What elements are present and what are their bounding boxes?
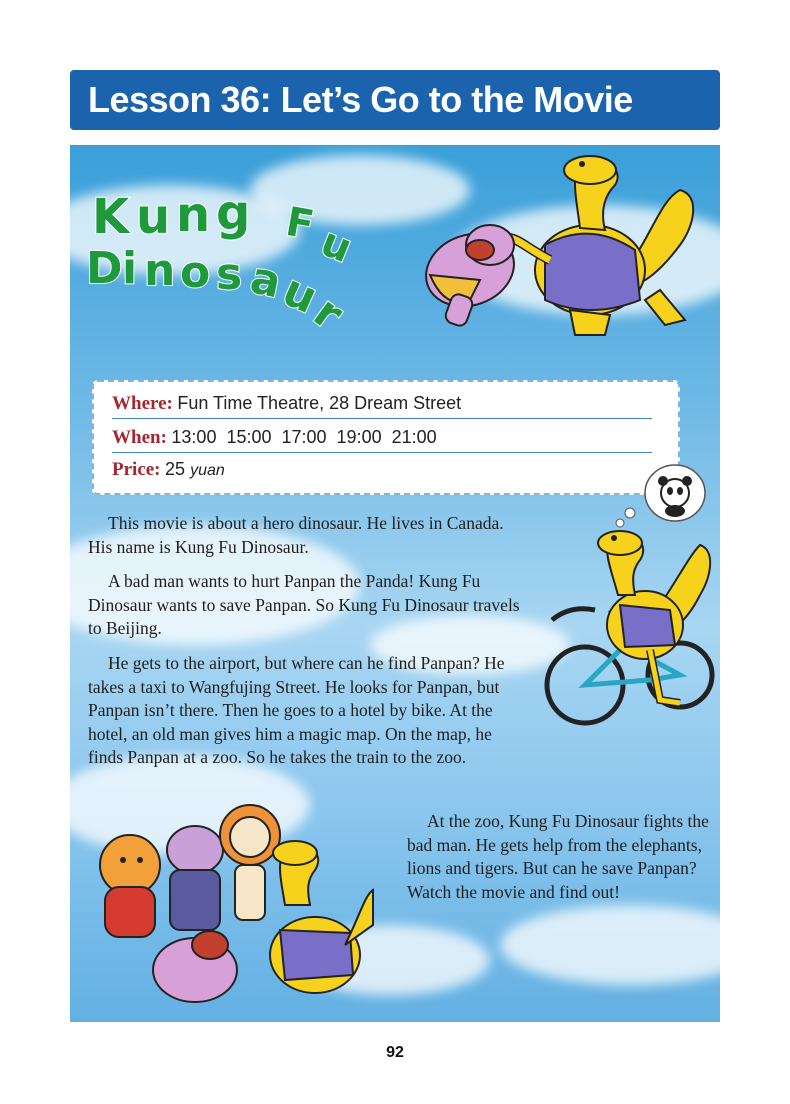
page-number: 92 (386, 1044, 404, 1061)
info-row-where (112, 388, 652, 419)
when-label: When: (112, 427, 167, 448)
dinosaur-on-bike-illustration (540, 525, 720, 740)
logo-letter: o (180, 247, 211, 298)
story-paragraph-1: This movie is about a hero dinosaur. He lives in Canada. His name is Kung Fu Dinosaur. (88, 513, 504, 557)
info-row-when (112, 422, 652, 453)
animals-fight-illustration (85, 795, 375, 1015)
logo-letter: u (314, 219, 359, 273)
price-label: Price: (112, 459, 161, 480)
logo-letter: r (304, 286, 352, 341)
info-row-price (112, 454, 652, 484)
logo-letter: n (176, 187, 211, 243)
movie-info-box (92, 380, 680, 495)
logo-letter: F (282, 198, 318, 249)
logo-letter: u (136, 189, 171, 245)
when-value: 13:00 15:00 17:00 19:00 21:00 (171, 427, 437, 447)
dinosaur-fighting-elephant-illustration (410, 150, 710, 345)
story-paragraph-3: He gets to the airport, but where can he find Panpan? He takes a taxi to Wangfujing Street. He looks for Panpan, but Panpan isn’t there. Then he goes to a hotel by bike. At the hotel, an old man gives him a magic map. On the map, he finds Panpan at a zoo. So he takes the train to the zoo. (88, 653, 505, 767)
logo-letter: D (86, 243, 123, 294)
logo-letter: a (245, 252, 286, 309)
where-label: Where: (112, 393, 173, 414)
logo-letter: n (144, 245, 176, 296)
story-paragraph-2: A bad man wants to hurt Panpan the Panda! Kung Fu Dinosaur wants to save Panpan. So Kung Fu Dinosaur travels to Beijing. (88, 571, 520, 638)
logo-letter: g (216, 185, 251, 241)
price-number: 25 (165, 459, 186, 479)
movie-logo (70, 145, 400, 355)
logo-letter: K (92, 189, 130, 245)
logo-letter: u (275, 264, 325, 325)
price-unit: yuan (190, 462, 225, 479)
logo-letter: i (122, 243, 138, 294)
logo-letter: s (216, 249, 243, 300)
where-value: Fun Time Theatre, 28 Dream Street (177, 393, 462, 413)
lesson-title: Lesson 36: Let’s Go to the Movie (70, 70, 720, 130)
story-paragraph-4: At the zoo, Kung Fu Dinosaur fights the bad man. He gets help from the elephants, lions and tigers. But can he save Panpan? Watch the movie and find out! (407, 811, 709, 902)
